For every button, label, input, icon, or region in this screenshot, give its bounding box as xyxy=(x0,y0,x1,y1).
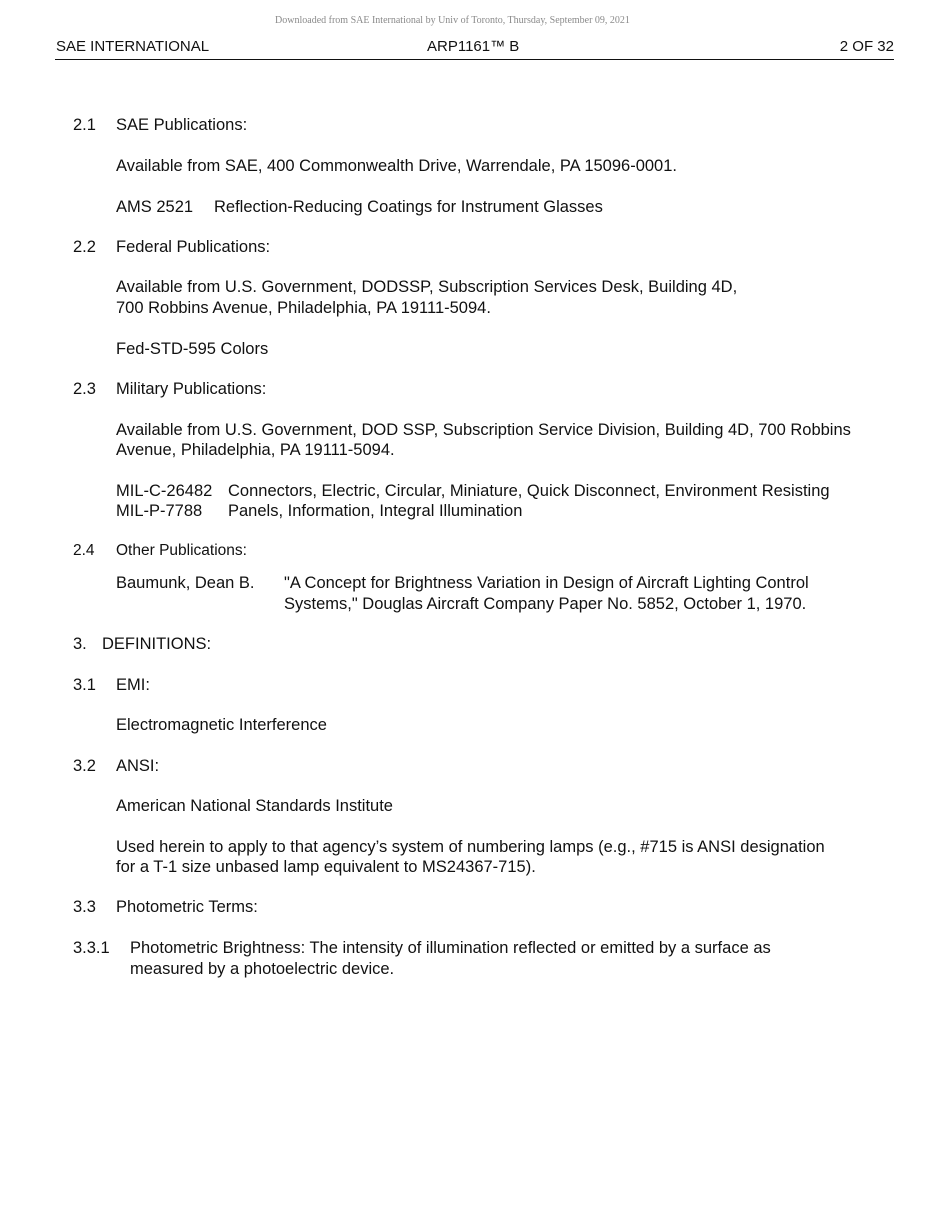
section-2-3-ref-1-code: MIL-C-26482 xyxy=(116,482,213,500)
section-3-2-number: 3.2 xyxy=(73,757,96,775)
section-3-title: DEFINITIONS: xyxy=(102,635,212,653)
section-2-3-ref-2-code: MIL-P-7788 xyxy=(116,502,203,520)
section-3-1-body: Electromagnetic Interference xyxy=(116,716,327,734)
section-3-2-note-line-1: Used herein to apply to that agency’s system of numbering lamps (e.g., #715 is ANSI designation xyxy=(116,838,825,856)
header-publisher: SAE INTERNATIONAL xyxy=(56,38,210,55)
section-2-4-title: Other Publications: xyxy=(116,542,247,559)
section-2-3-title: Military Publications: xyxy=(116,380,267,398)
section-2-4-number: 2.4 xyxy=(73,542,95,559)
section-2-2-availability-line-2: 700 Robbins Avenue, Philadelphia, PA 19111-5094. xyxy=(116,299,491,317)
header-page-number: 2 OF 32 xyxy=(839,38,894,55)
section-2-2-availability-line-1: Available from U.S. Government, DODSSP, Subscription Services Desk, Building 4D, xyxy=(116,278,738,296)
section-2-4-reference-line-2: Systems," Douglas Aircraft Company Paper No. 5852, October 1, 1970. xyxy=(284,595,807,613)
section-3-2-note-line-2: for a T-1 size unbased lamp equivalent to MS24367-715). xyxy=(116,858,536,876)
section-3-1-number: 3.1 xyxy=(73,676,96,694)
section-2-4-author: Baumunk, Dean B. xyxy=(116,574,255,592)
section-3-2-title: ANSI: xyxy=(116,757,160,775)
section-2-1-ref-code: AMS 2521 xyxy=(116,198,194,216)
download-watermark: Downloaded from SAE International by Univ of Toronto, Thursday, September 09, 2021 xyxy=(275,15,630,26)
section-3-3-1-body-line-1: Photometric Brightness: The intensity of illumination reflected or emitted by a surface as xyxy=(130,939,771,957)
section-2-2-number: 2.2 xyxy=(73,238,96,256)
section-3-number: 3. xyxy=(73,635,87,653)
section-2-3-number: 2.3 xyxy=(73,380,96,398)
section-3-2-body: American National Standards Institute xyxy=(116,797,393,815)
section-2-3-availability-line-2: Avenue, Philadelphia, PA 19111-5094. xyxy=(116,441,395,459)
section-2-2-reference: Fed-STD-595 Colors xyxy=(116,340,269,358)
section-2-1-ref-title: Reflection-Reducing Coatings for Instrument Glasses xyxy=(214,198,603,216)
header-rule xyxy=(55,59,894,60)
section-2-3-ref-1-title: Connectors, Electric, Circular, Miniature, Quick Disconnect, Environment Resisting xyxy=(228,482,830,500)
section-3-3-1-body-line-2: measured by a photoelectric device. xyxy=(130,960,395,978)
header-document-id: ARP1161™ B xyxy=(427,38,520,55)
section-3-1-title: EMI: xyxy=(116,676,150,694)
section-2-1-number: 2.1 xyxy=(73,116,96,134)
section-2-1-title: SAE Publications: xyxy=(116,116,248,134)
section-2-4-reference-line-1: "A Concept for Brightness Variation in Design of Aircraft Lighting Control xyxy=(284,574,809,592)
section-3-3-title: Photometric Terms: xyxy=(116,898,258,916)
section-2-1-availability: Available from SAE, 400 Commonwealth Drive, Warrendale, PA 15096-0001. xyxy=(116,157,677,175)
section-3-3-number: 3.3 xyxy=(73,898,96,916)
section-2-2-title: Federal Publications: xyxy=(116,238,271,256)
section-3-3-1-number: 3.3.1 xyxy=(73,939,110,957)
section-2-3-availability-line-1: Available from U.S. Government, DOD SSP, Subscription Service Division, Building 4D, 700 Robbins xyxy=(116,421,851,439)
section-2-3-ref-2-title: Panels, Information, Integral Illumination xyxy=(228,502,523,520)
